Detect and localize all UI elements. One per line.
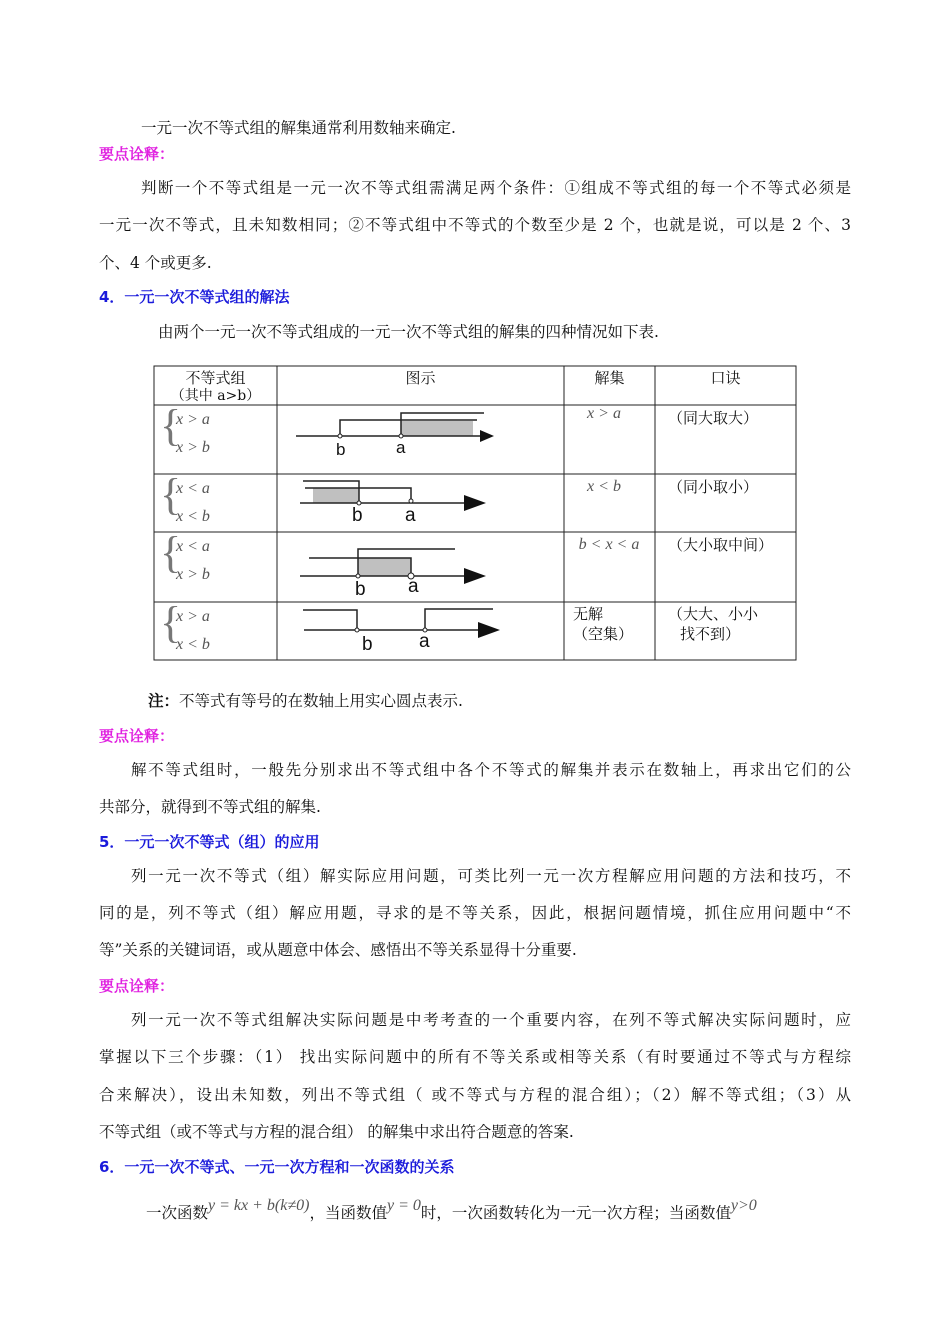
axis-label-b: b [362, 634, 373, 655]
paragraph-line: 个、4 个或更多. [99, 254, 212, 272]
solution-set: b < x < a [578, 536, 640, 553]
text: 时，一次函数转化为一元一次方程；当函数值 [420, 1204, 731, 1222]
axis-label-b: b [355, 579, 366, 600]
note-heading: 要点诠释： [99, 727, 175, 745]
axis-label-b: b [336, 440, 346, 459]
number-line-diagram-1 [296, 413, 494, 442]
axis-label-a: a [405, 505, 416, 526]
header-inequality-system: 不等式组 [185, 369, 246, 387]
axis-label-a: a [419, 631, 430, 652]
inequality: x < a [176, 538, 210, 555]
paragraph: 一元一次不等式组的解集通常利用数轴来确定. [141, 119, 456, 137]
paragraph [146, 1188, 757, 1231]
brace-icon: { [160, 401, 182, 450]
text: ，当函数值 [309, 1204, 387, 1222]
solution-set: x > a [587, 405, 621, 422]
paragraph-line: 列一元一次不等式组解决实际问题是中考考查的一个重要内容，在列不等式解决实际问题时，应 [131, 1011, 851, 1029]
text: 一次函数 [146, 1204, 209, 1222]
section-heading-6: 6．一元一次不等式、一元一次方程和一次函数的关系 [99, 1158, 455, 1176]
note-text: 不等式有等号的在数轴上用实心圆点表示. [179, 692, 463, 710]
note-heading: 要点诠释： [99, 977, 175, 995]
axis-label-b: b [352, 505, 363, 526]
paragraph-line: 共部分，就得到不等式组的解集. [99, 798, 321, 816]
solution-set-note: （空集） [573, 625, 634, 643]
note-label: 注： [148, 691, 180, 710]
brace-icon: { [160, 528, 182, 577]
inequality: x > b [176, 439, 210, 456]
math-formula: y>0 [730, 1197, 757, 1214]
paragraph-line: 等”关系的关键词语，或从题意中体会、感悟出不等关系显得十分重要. [99, 941, 577, 959]
section-heading-4: 4．一元一次不等式组的解法 [99, 288, 290, 306]
rhyme: 找不到） [680, 625, 741, 643]
note [148, 691, 463, 711]
rhyme: （同小取小） [668, 478, 759, 496]
math-formula: y = 0 [386, 1197, 421, 1214]
inequality: x > a [176, 411, 210, 428]
number-line-diagram-4 [303, 609, 500, 638]
inequality: x > a [176, 608, 210, 625]
rhyme: （同大取大） [668, 409, 759, 427]
paragraph: 由两个一元一次不等式组成的一元一次不等式组的解集的四种情况如下表. [158, 323, 659, 341]
header-solution: 解集 [594, 369, 625, 387]
solution-set: 无解 [573, 605, 604, 623]
solution-set: x < b [587, 478, 621, 495]
rhyme: （大大、小小 [668, 605, 759, 623]
inequality: x > b [176, 566, 210, 583]
rhyme: （大小取中间） [668, 536, 774, 554]
inequality: x < b [176, 508, 210, 525]
paragraph-line: 掌握以下三个步骤：（1） 找出实际问题中的所有不等关系或相等关系（有时要通过不等式与方程综 [99, 1048, 851, 1066]
paragraph-line: 不等式组（或不等式与方程的混合组） 的解集中求出符合题意的答案. [99, 1123, 574, 1141]
brace-icon: { [160, 470, 182, 519]
number-line-diagram-2 [300, 481, 486, 511]
paragraph-line: 判断一个不等式组是一元一次不等式组需满足两个条件：①组成不等式组的每一个不等式必须是 [141, 179, 851, 197]
axis-label-a: a [408, 576, 419, 597]
section-heading-5: 5．一元一次不等式（组）的应用 [99, 833, 320, 851]
axis-label-a: a [396, 438, 406, 457]
paragraph-line: 一元一次不等式，且未知数相同；②不等式组中不等式的个数至少是 2 个，也就是说，可以是 2 个、3 [99, 216, 851, 234]
note-heading: 要点诠释： [99, 145, 175, 163]
inequality: x < b [176, 636, 210, 653]
paragraph-line: 解不等式组时，一般先分别求出不等式组中各个不等式的解集并表示在数轴上，再求出它们的公 [131, 761, 851, 779]
header-rhyme: 口诀 [710, 369, 741, 387]
header-diagram: 图示 [405, 369, 436, 387]
inequality: x < a [176, 480, 210, 497]
paragraph-line: 列一元一次不等式（组）解实际应用问题，可类比列一元一次方程解应用问题的方法和技巧，不 [131, 867, 851, 885]
header-condition: （其中 a>b） [170, 388, 261, 404]
number-line-diagram-3 [300, 549, 486, 584]
brace-icon: { [160, 598, 182, 647]
paragraph-line: 同的是，列不等式（组）解应用题，寻求的是不等关系，因此，根据问题情境，抓住应用问题中“不 [99, 904, 851, 922]
paragraph-line: 合来解决），设出未知数，列出不等式组（ 或不等式与方程的混合组）；（2）解不等式组；（3）从 [99, 1086, 851, 1104]
math-formula: y = kx + b(k≠0) [208, 1197, 310, 1214]
